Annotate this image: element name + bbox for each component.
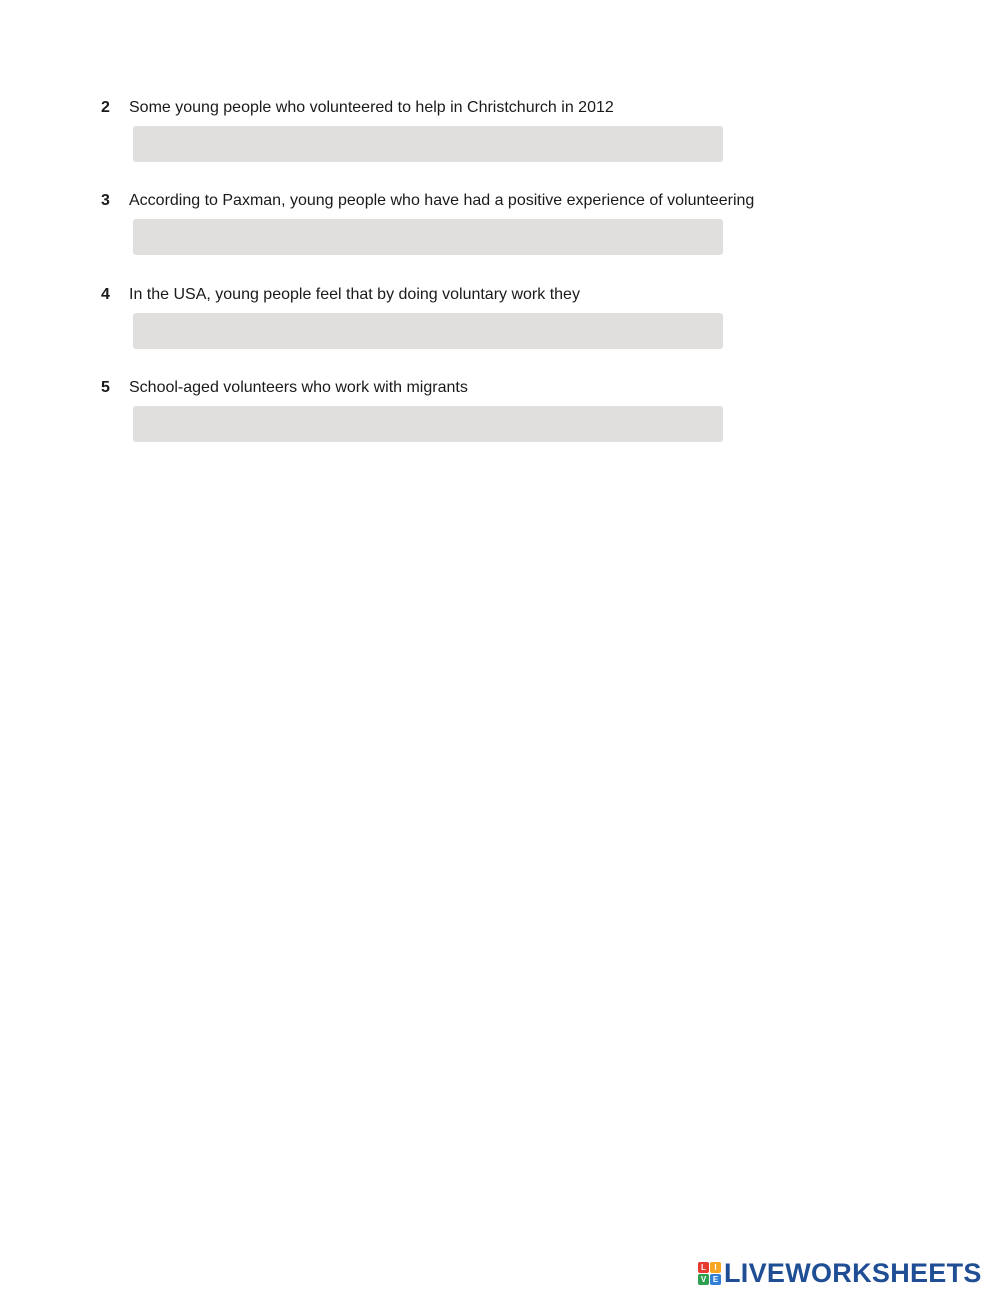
logo-letter-i: I xyxy=(710,1262,721,1273)
question-number: 3 xyxy=(101,192,110,209)
question-text: School-aged volunteers who work with migrants xyxy=(129,379,468,396)
answer-input-3[interactable] xyxy=(133,219,723,255)
question-number: 2 xyxy=(101,99,110,116)
logo-letter-v: V xyxy=(698,1274,709,1285)
answer-input-4[interactable] xyxy=(133,313,723,349)
question-number: 4 xyxy=(101,286,110,303)
question-text: In the USA, young people feel that by doing voluntary work they xyxy=(129,286,580,303)
logo-letter-l: L xyxy=(698,1262,709,1273)
answer-input-5[interactable] xyxy=(133,406,723,442)
question-text: According to Paxman, young people who have had a positive experience of volunteering xyxy=(129,192,755,209)
question-text: Some young people who volunteered to help in Christchurch in 2012 xyxy=(129,99,614,116)
answer-input-2[interactable] xyxy=(133,126,723,162)
logo-letter-e: E xyxy=(710,1274,721,1285)
logo-blocks-icon xyxy=(698,1262,721,1285)
question-number: 5 xyxy=(101,379,110,396)
brand-name: LIVEWORKSHEETS xyxy=(724,1258,982,1288)
liveworksheets-logo xyxy=(698,1259,982,1287)
